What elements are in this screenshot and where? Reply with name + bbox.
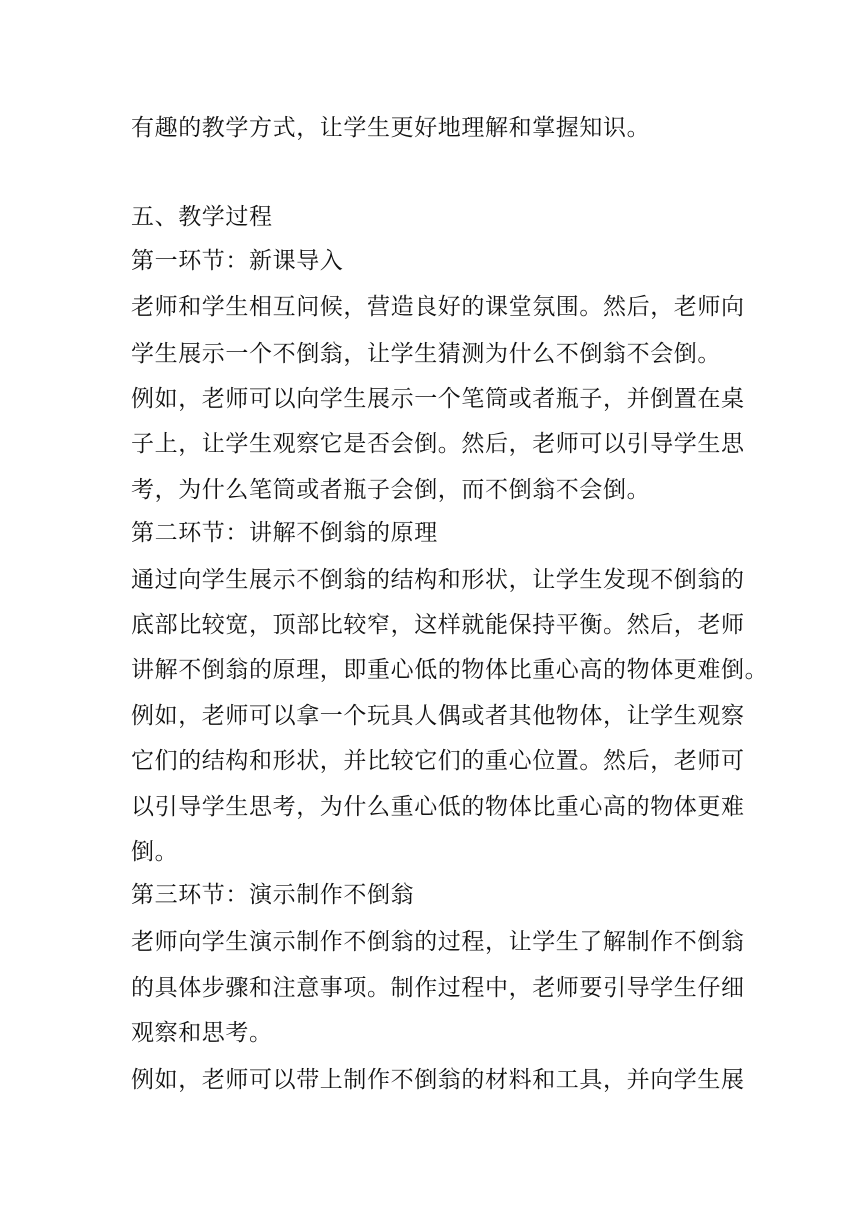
paragraph-line: 子上，让学生观察它是否会倒。然后，老师可以引导学生思 [131,431,745,457]
paragraph-line: 它们的结构和形状，并比较它们的重心位置。然后，老师可 [131,748,745,774]
paragraph-line: 观察和思考。 [131,1020,273,1046]
paragraph-line: 通过向学生展示不倒翁的结构和形状，让学生发现不倒翁的 [131,567,745,593]
paragraph-line: 讲解不倒翁的原理，即重心低的物体比重心高的物体更难倒。 [131,657,769,683]
paragraph-line: 老师和学生相互问候，营造良好的课堂氛围。然后，老师向 [131,294,745,320]
paragraph-line: 例如，老师可以拿一个玩具人偶或者其他物体，让学生观察 [131,703,745,729]
subsection-heading: 第二环节：讲解不倒翁的原理 [131,520,438,546]
paragraph-line: 例如，老师可以带上制作不倒翁的材料和工具，并向学生展 [131,1067,745,1093]
paragraph-line: 老师向学生演示制作不倒翁的过程，让学生了解制作不倒翁 [131,929,745,955]
paragraph-line: 底部比较宽，顶部比较窄，这样就能保持平衡。然后，老师 [131,612,745,638]
paragraph-line: 的具体步骤和注意事项。制作过程中，老师要引导学生仔细 [131,975,745,1001]
paragraph-line: 有趣的教学方式，让学生更好地理解和掌握知识。 [131,115,651,141]
paragraph-line: 例如，老师可以向学生展示一个笔筒或者瓶子，并倒置在桌 [131,386,745,412]
paragraph-line: 倒。 [131,839,179,865]
subsection-heading: 第一环节：新课导入 [131,248,344,274]
paragraph-line: 以引导学生思考，为什么重心低的物体比重心高的物体更难 [131,794,745,820]
paragraph-line: 考，为什么笔筒或者瓶子会倒，而不倒翁不会倒。 [131,477,651,503]
section-heading: 五、教学过程 [131,204,273,230]
subsection-heading: 第三环节：演示制作不倒翁 [131,882,415,908]
paragraph-line: 学生展示一个不倒翁，让学生猜测为什么不倒翁不会倒。 [131,341,721,367]
